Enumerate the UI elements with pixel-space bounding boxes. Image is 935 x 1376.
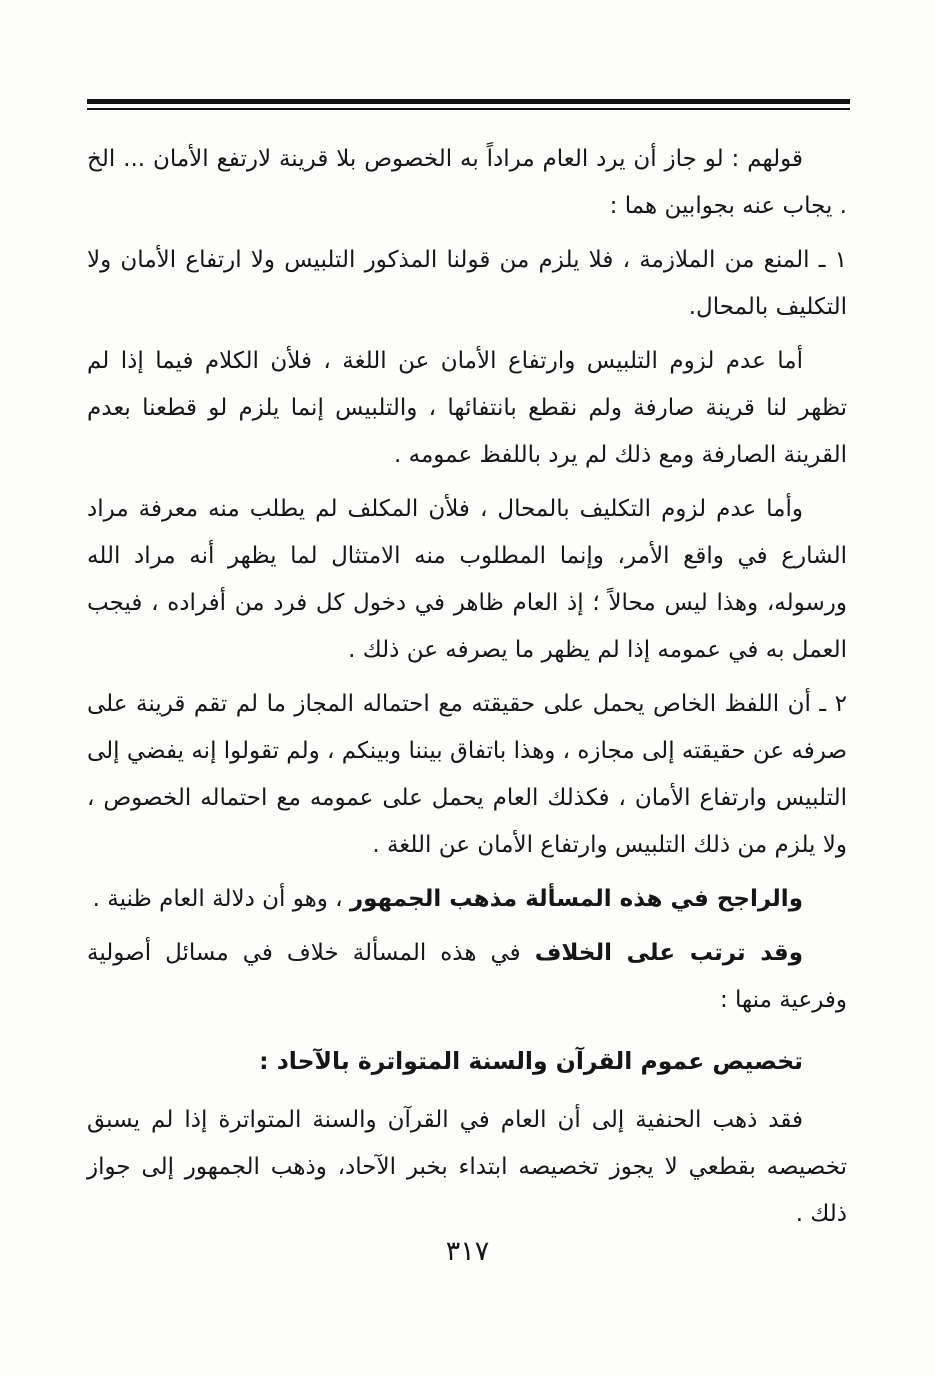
section-heading-takhsis: تخصيص عموم القرآن والسنة المتواترة بالآحاد : [259,1047,803,1075]
consequences-rest: في هذه المسألة خلاف في مسائل أصولية وفرعية منها : [87,940,847,1013]
divider-thin-line [87,108,850,110]
paragraph-answer-two: ٢ ـ أن اللفظ الخاص يحمل على حقيقته مع احتماله المجاز ما لم تقم قرينة على صرفه عن حقيقته إلى مجازه ، وهذا باتفاق بيننا وبينكم ، ولم تقولوا إنه يفضي إلى التلبيس وارتفاع الأمان ، فكذلك العام يحمل على عمومه مع احتماله الخصوص ، ولا يلزم من ذلك التلبيس وارتفاع الأمان عن اللغة . [87,691,847,858]
preferred-view-lead: والراجح في هذه المسألة مذهب الجمهور [349,886,803,912]
paragraph-consequences [87,930,847,1024]
header-rule [87,99,850,110]
preferred-view-rest: ، وهو أن دلالة العام ظنية . [92,886,350,912]
divider-thick-line [87,99,850,104]
consequences-lead: وقد ترتب على الخلاف [534,940,803,966]
page-number: ٣١٧ [445,1236,490,1267]
paragraph-preferred-view [87,876,847,923]
paragraph-answer-one-detail-b: وأما عدم لزوم التكليف بالمحال ، فلأن المكلف لم يطلب منه معرفة مراد الشارع في واقع الأمر، وإنما المطلوب منه الامتثال لما يظهر أنه مراد الله ورسوله، وهذا ليس محالاً ؛ إذ العام ظاهر في دخول كل فرد من أفراده ، فيجب العمل به في عمومه إذا لم يظهر ما يصرفه عن ذلك . [87,496,847,663]
paragraph-objection-quote: قولهم : لو جاز أن يرد العام مراداً به الخصوص بلا قرينة لارتفع الأمان ... الخ . يجاب عنه بجوابين هما : [87,146,847,219]
paragraph-answer-one-detail-a: أما عدم لزوم التلبيس وارتفاع الأمان عن اللغة ، فلأن الكلام فيما إذا لم تظهر لنا قرينة صارفة ولم نقطع بانتفائها ، والتلبيس إنما يلزم لو قطعنا بعدم القرينة الصارفة ومع ذلك لم يرد باللفظ عمومه . [87,348,847,468]
paragraph-answer-one: ١ ـ المنع من الملازمة ، فلا يلزم من قولنا المذكور التلبيس ولا ارتفاع الأمان ولا التكليف بالمحال. [87,247,847,320]
paragraph-hanafi-vs-jumhur: فقد ذهب الحنفية إلى أن العام في القرآن والسنة المتواترة إذا لم يسبق تخصيصه بقطعي لا يجوز تخصيصه ابتداء بخبر الآحاد، وذهب الجمهور إلى جواز ذلك . [87,1107,847,1227]
body-text [87,136,847,1245]
